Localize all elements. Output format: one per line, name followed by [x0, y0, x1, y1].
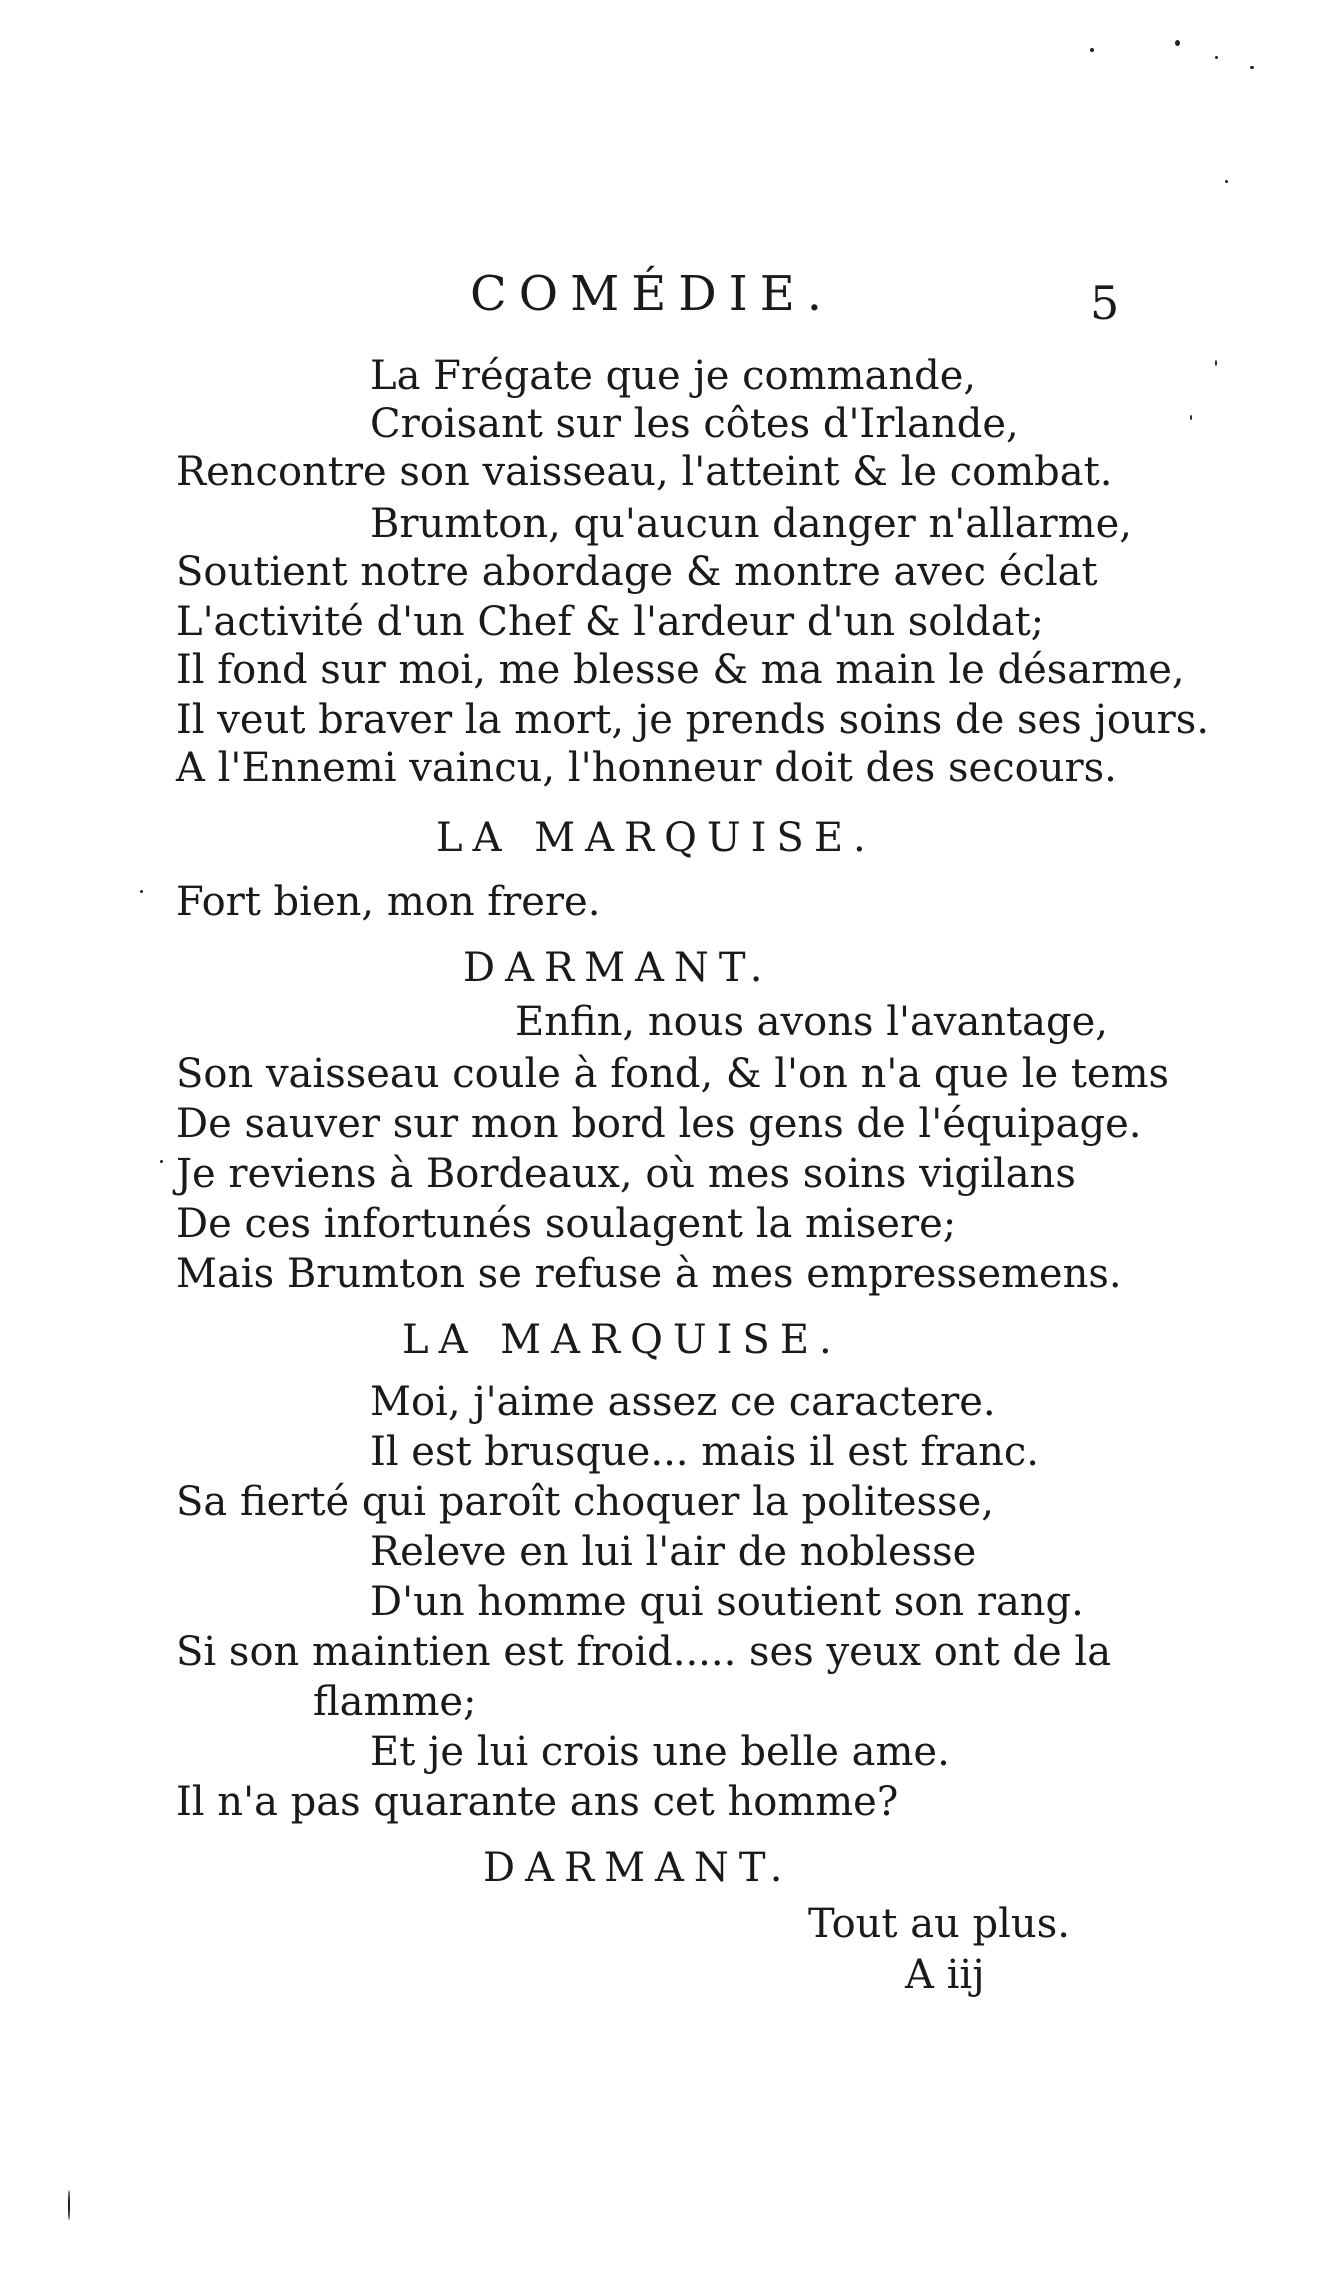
- ink-speck: [160, 1160, 163, 1163]
- verse-line: Si son maintien est froid..... ses yeux ont de la: [176, 1629, 1112, 1675]
- verse-line: Enfin, nous avons l'avantage,: [515, 999, 1108, 1045]
- verse-line: Rencontre son vaisseau, l'atteint & le combat.: [176, 449, 1113, 495]
- verse-line: D'un homme qui soutient son rang.: [370, 1579, 1084, 1625]
- verse-line: flamme;: [313, 1679, 477, 1725]
- ink-speck: [140, 890, 143, 893]
- verse-line: Fort bien, mon frere.: [176, 879, 601, 925]
- ink-speck: [1225, 180, 1228, 183]
- verse-line: De ces infortunés soulagent la misere;: [176, 1201, 957, 1247]
- running-title: COMÉDIE.: [470, 266, 835, 322]
- verse-line: Tout au plus.: [808, 1901, 1070, 1947]
- verse-line: A l'Ennemi vaincu, l'honneur doit des secours.: [176, 745, 1117, 791]
- verse-line: Mais Brumton se refuse à mes empressemens.: [176, 1251, 1122, 1297]
- speaker-name: DARMANT.: [483, 1845, 793, 1891]
- ink-speck: [1090, 48, 1094, 52]
- ink-speck: [68, 2190, 70, 2220]
- verse-line: L'activité d'un Chef & l'ardeur d'un soldat;: [176, 599, 1045, 645]
- verse-line: Il est brusque... mais il est franc.: [370, 1429, 1039, 1475]
- verse-line: Moi, j'aime assez ce caractere.: [370, 1379, 996, 1425]
- ink-speck: [1215, 56, 1218, 59]
- verse-line: Releve en lui l'air de noblesse: [370, 1529, 977, 1575]
- verse-line: Je reviens à Bordeaux, où mes soins vigilans: [176, 1151, 1076, 1197]
- verse-line: Soutient notre abordage & montre avec éclat: [176, 549, 1098, 595]
- ink-speck: [1215, 360, 1217, 366]
- signature-mark: A iij: [905, 1952, 985, 1998]
- verse-line: Il n'a pas quarante ans cet homme?: [176, 1779, 899, 1825]
- page-number: 5: [1090, 276, 1120, 330]
- verse-line: Sa fierté qui paroît choquer la politesse,: [176, 1479, 994, 1525]
- verse-line: La Frégate que je commande,: [370, 353, 977, 399]
- verse-line: Croisant sur les côtes d'Irlande,: [370, 401, 1019, 447]
- verse-line: Brumton, qu'aucun danger n'allarme,: [370, 501, 1132, 547]
- speaker-name: LA MARQUISE.: [402, 1317, 842, 1363]
- ink-speck: [1250, 66, 1254, 69]
- verse-line: Et je lui crois une belle ame.: [370, 1729, 950, 1775]
- verse-line: De sauver sur mon bord les gens de l'équipage.: [176, 1101, 1142, 1147]
- speaker-name: DARMANT.: [463, 945, 773, 991]
- ink-speck: [1190, 415, 1192, 420]
- ink-speck: [1175, 40, 1180, 46]
- speaker-name: LA MARQUISE.: [436, 815, 876, 861]
- verse-line: Il fond sur moi, me blesse & ma main le désarme,: [176, 647, 1185, 693]
- verse-line: Il veut braver la mort, je prends soins de ses jours.: [176, 697, 1210, 743]
- verse-line: Son vaisseau coule à fond, & l'on n'a que le tems: [176, 1051, 1170, 1097]
